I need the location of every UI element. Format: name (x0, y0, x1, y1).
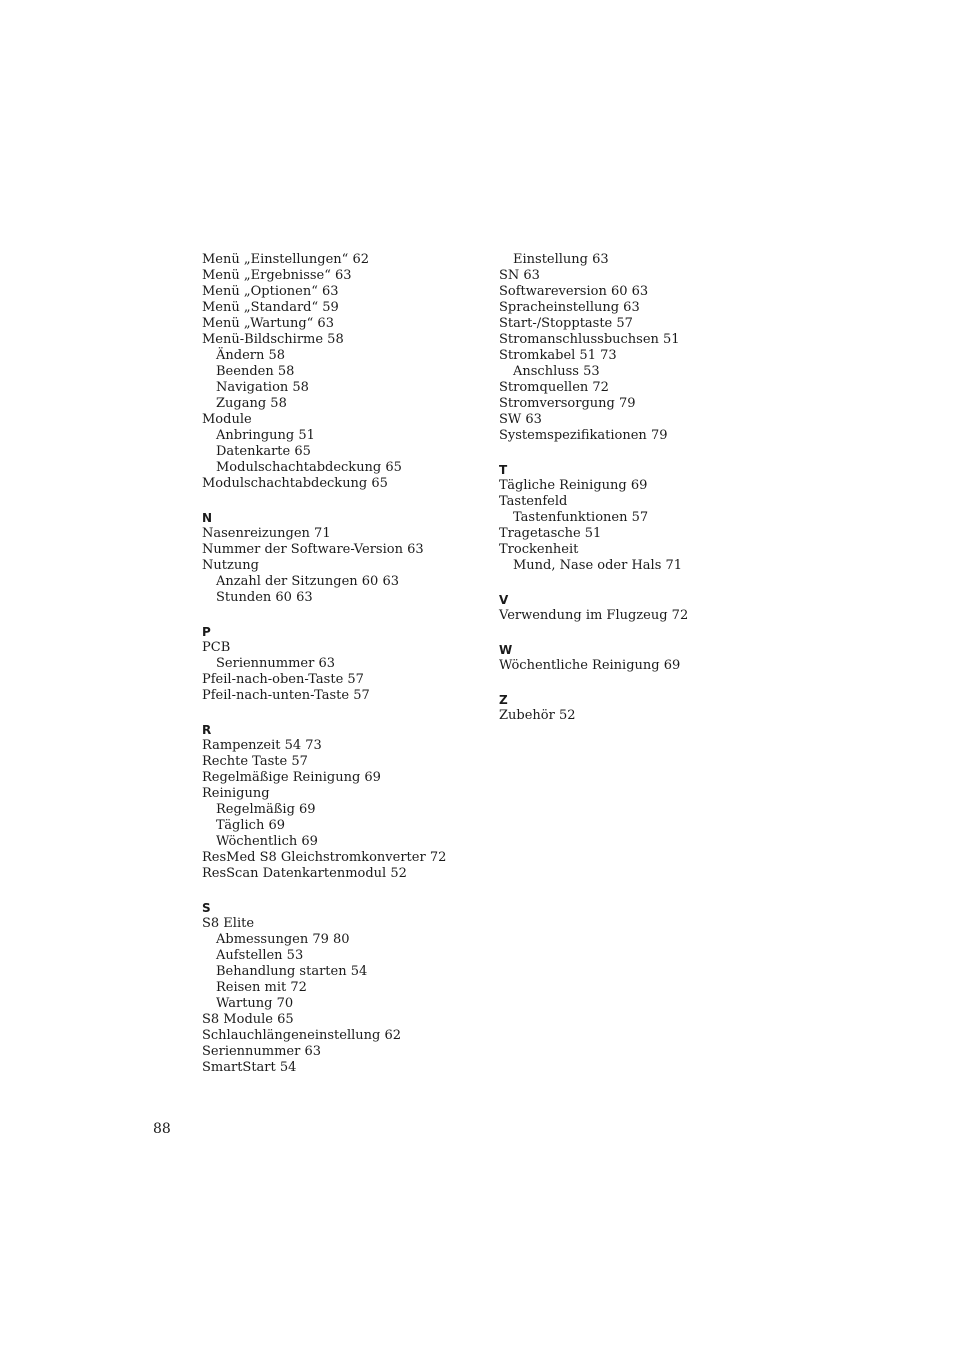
index-column-right (499, 252, 799, 724)
index-entry: Verwendung im Flugzeug 72 (499, 608, 689, 623)
index-subentry: Einstellung 63 (513, 252, 609, 267)
section-spacer (202, 492, 482, 510)
index-entry: Tastenfeld (499, 494, 568, 509)
section-spacer (202, 606, 482, 624)
index-entry: Zubehör 52 (499, 708, 576, 723)
index-entry: S8 Elite (202, 916, 255, 931)
index-entry: Trockenheit (499, 542, 579, 557)
section-spacer (499, 574, 799, 592)
index-entry: Rechte Taste 57 (202, 754, 308, 769)
section-spacer (499, 674, 799, 692)
index-entry: ResMed S8 Gleichstromkonverter 72 (202, 850, 447, 865)
index-entry: Nasenreizungen 71 (202, 526, 331, 541)
index-entry: SN 63 (499, 268, 540, 283)
page-number: 88 (153, 1121, 171, 1137)
index-entry: Start-/Stopptaste 57 (499, 316, 633, 331)
index-subentry: Tastenfunktionen 57 (513, 510, 649, 525)
section-spacer (202, 704, 482, 722)
index-entry: SmartStart 54 (202, 1060, 297, 1075)
index-subentry: Modulschachtabdeckung 65 (216, 460, 402, 475)
index-entry: Pfeil-nach-unten-Taste 57 (202, 688, 370, 703)
index-section-letter: Z (499, 693, 508, 707)
index-entry: Wöchentliche Reinigung 69 (499, 658, 681, 673)
index-subentry: Beenden 58 (216, 364, 295, 379)
index-subentry: Täglich 69 (216, 818, 286, 833)
index-entry: SW 63 (499, 412, 542, 427)
index-section-letter: R (202, 723, 212, 737)
index-section-letter: T (499, 463, 508, 477)
index-subentry: Navigation 58 (216, 380, 309, 395)
index-entry: Regelmäßige Reinigung 69 (202, 770, 381, 785)
index-entry: Stromquellen 72 (499, 380, 609, 395)
index-subentry: Anzahl der Sitzungen 60 63 (216, 574, 400, 589)
index-section-letter: P (202, 625, 211, 639)
index-entry: Spracheinstellung 63 (499, 300, 640, 315)
index-entry: Tägliche Reinigung 69 (499, 478, 648, 493)
index-subentry: Regelmäßig 69 (216, 802, 316, 817)
index-subentry: Mund, Nase oder Hals 71 (513, 558, 683, 573)
index-entry: Stromanschlussbuchsen 51 (499, 332, 680, 347)
index-section-letter: S (202, 901, 211, 915)
index-entry: Pfeil-nach-oben-Taste 57 (202, 672, 364, 687)
index-entry: Schlauchlängeneinstellung 62 (202, 1028, 402, 1043)
index-entry: Stromversorgung 79 (499, 396, 636, 411)
index-subentry: Behandlung starten 54 (216, 964, 368, 979)
index-entry: Menü „Optionen“ 63 (202, 284, 339, 299)
index-entry: ResScan Datenkartenmodul 52 (202, 866, 407, 881)
index-entry: Menü „Wartung“ 63 (202, 316, 334, 331)
index-subentry: Wartung 70 (216, 996, 294, 1011)
index-subentry: Aufstellen 53 (216, 948, 304, 963)
index-subentry: Stunden 60 63 (216, 590, 313, 605)
index-entry: Modulschachtabdeckung 65 (202, 476, 388, 491)
index-subentry: Anschluss 53 (513, 364, 600, 379)
index-entry: Softwareversion 60 63 (499, 284, 649, 299)
index-entry: Stromkabel 51 73 (499, 348, 617, 363)
section-spacer (499, 624, 799, 642)
index-section-letter: N (202, 511, 213, 525)
index-section-letter: W (499, 643, 513, 657)
index-subentry: Zugang 58 (216, 396, 287, 411)
section-spacer (499, 444, 799, 462)
index-entry: Tragetasche 51 (499, 526, 602, 541)
index-entry: Module (202, 412, 252, 427)
index-column-left (202, 252, 482, 1076)
index-subentry: Reisen mit 72 (216, 980, 307, 995)
index-subentry: Anbringung 51 (216, 428, 315, 443)
index-entry: Reinigung (202, 786, 270, 801)
index-entry: Rampenzeit 54 73 (202, 738, 322, 753)
index-subentry: Abmessungen 79 80 (216, 932, 350, 947)
index-entry: Nutzung (202, 558, 259, 573)
index-entry: PCB (202, 640, 231, 655)
index-entry: Menü-Bildschirme 58 (202, 332, 344, 347)
index-entry: Menü „Standard“ 59 (202, 300, 339, 315)
index-entry: Systemspezifikationen 79 (499, 428, 668, 443)
index-subentry: Wöchentlich 69 (216, 834, 318, 849)
index-subentry: Datenkarte 65 (216, 444, 311, 459)
index-entry: Menü „Einstellungen“ 62 (202, 252, 369, 267)
section-spacer (202, 882, 482, 900)
index-entry: Nummer der Software-Version 63 (202, 542, 424, 557)
index-subentry: Seriennummer 63 (216, 656, 336, 671)
index-subentry: Ändern 58 (216, 348, 286, 363)
index-section-letter: V (499, 593, 509, 607)
index-entry: Seriennummer 63 (202, 1044, 322, 1059)
index-entry: S8 Module 65 (202, 1012, 294, 1027)
index-entry: Menü „Ergebnisse“ 63 (202, 268, 352, 283)
